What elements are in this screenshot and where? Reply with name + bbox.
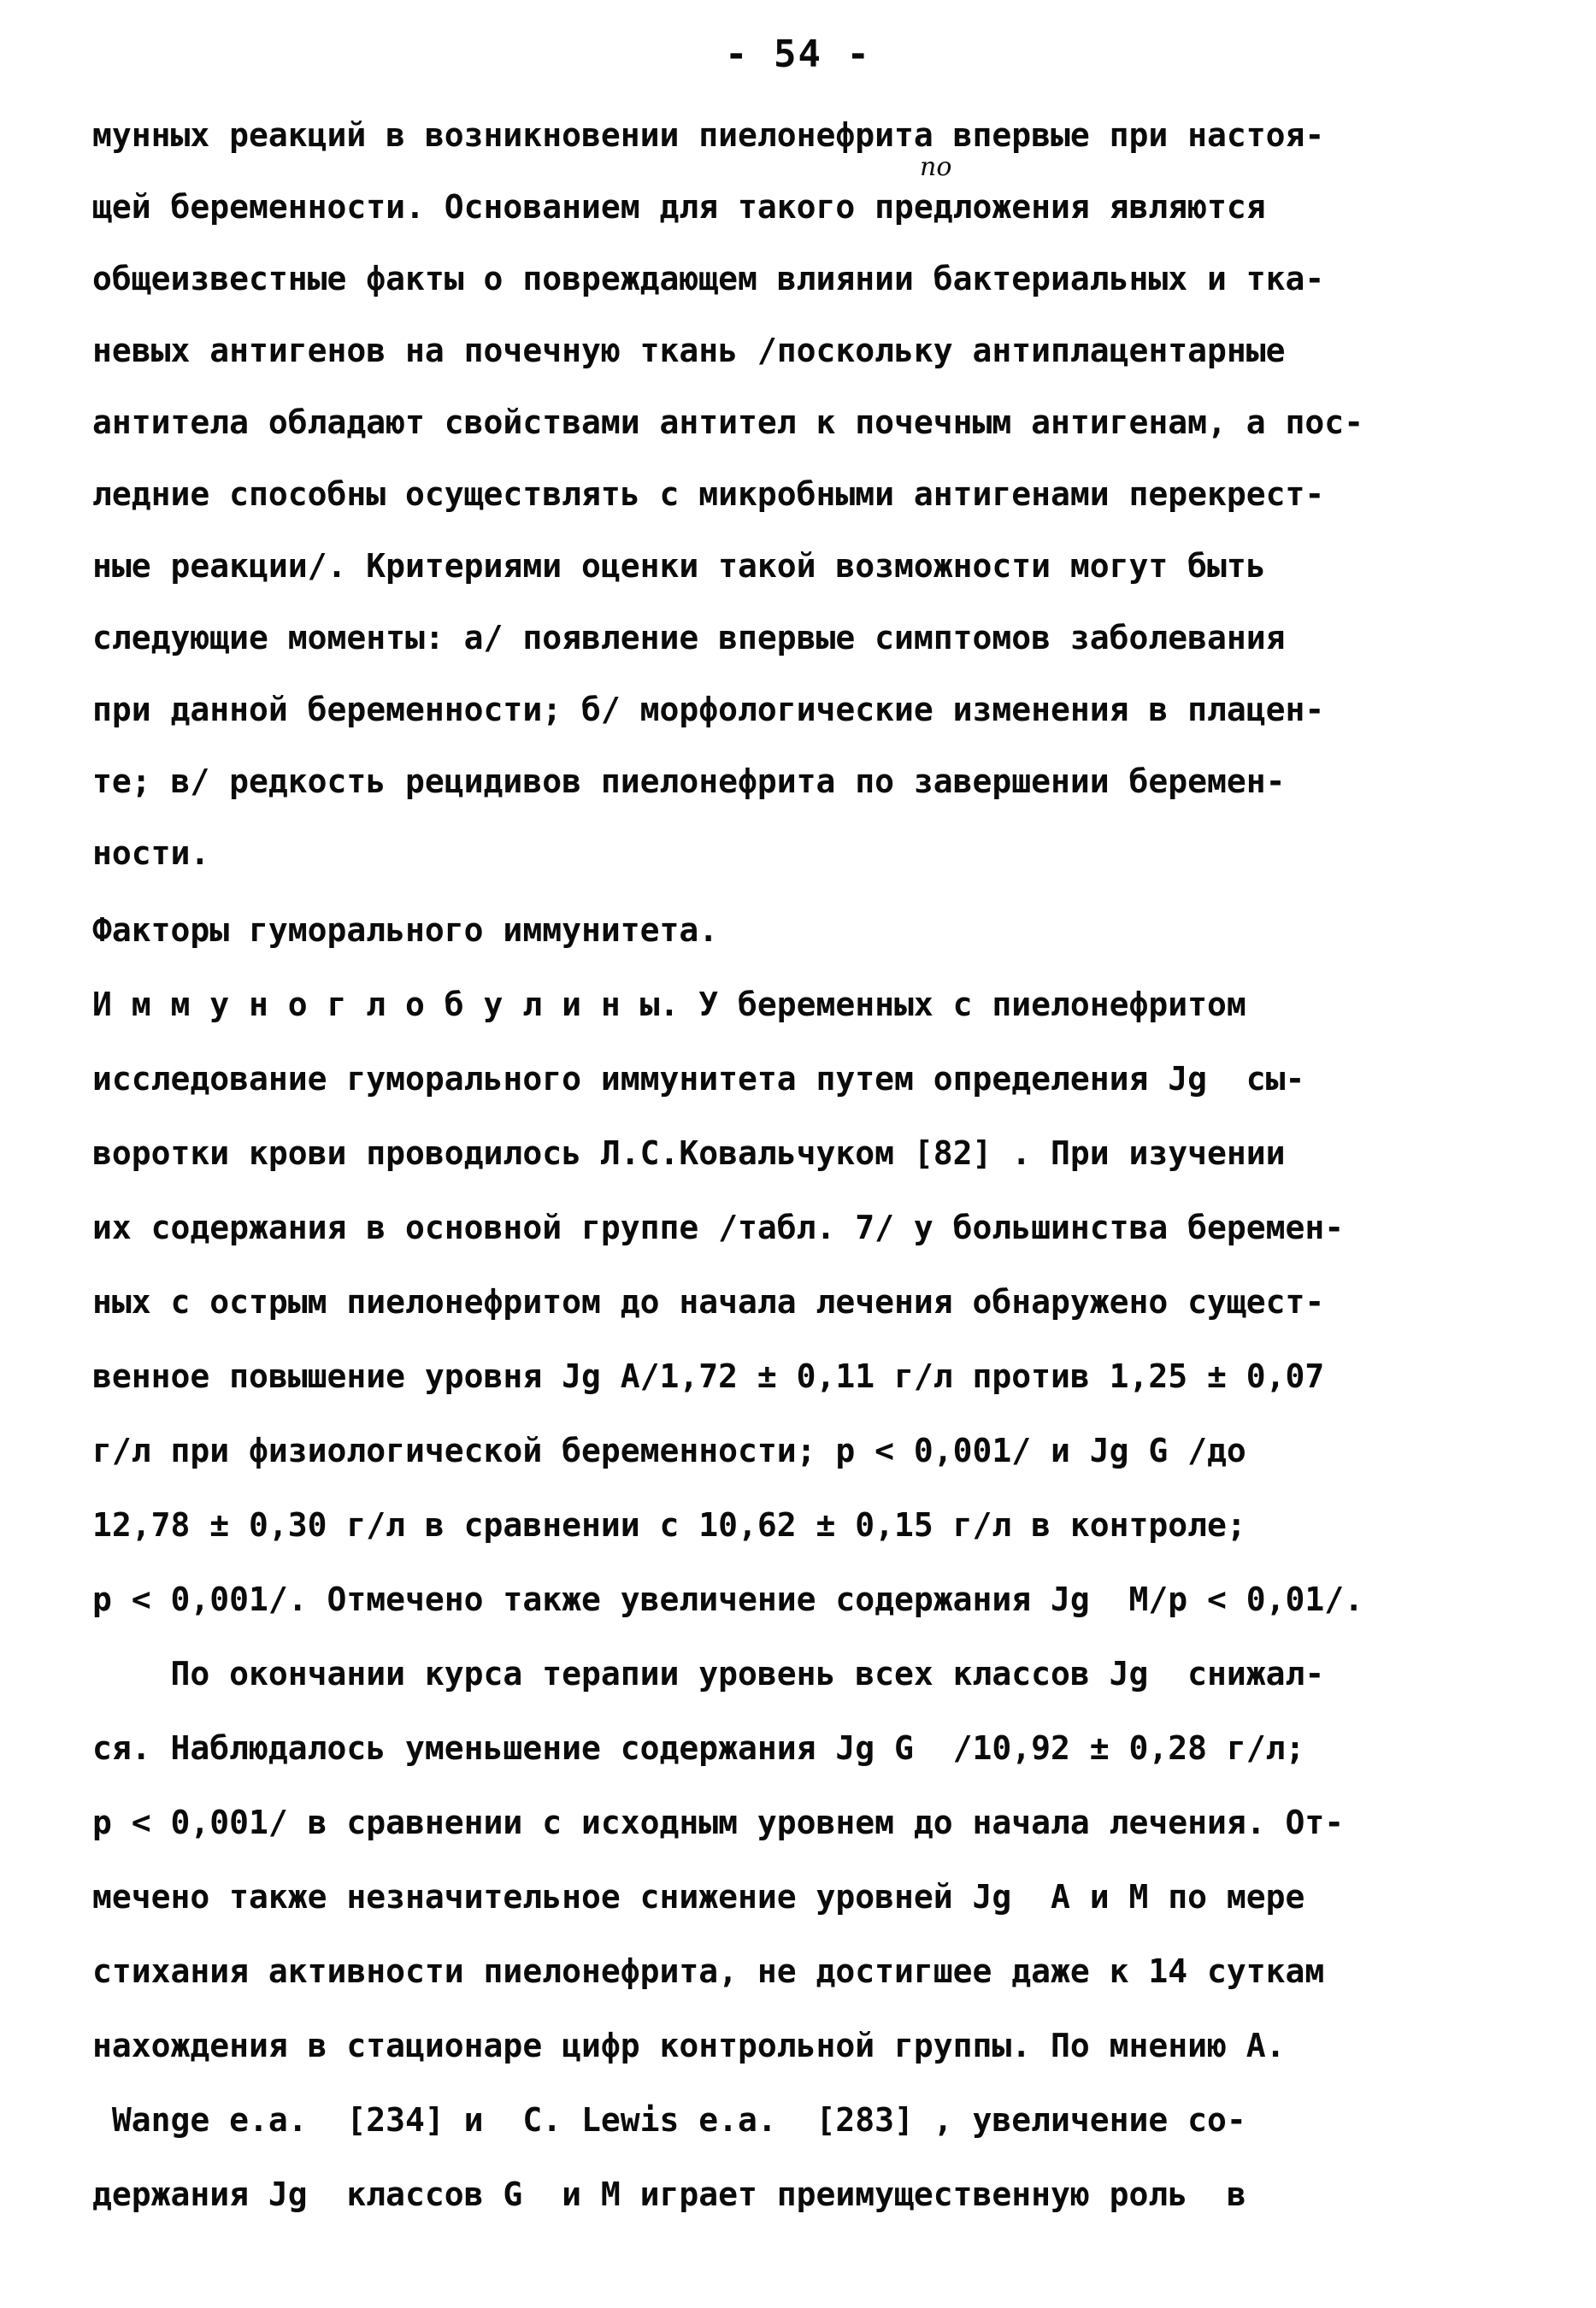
text-line: г/л при физиологической беременности; р < 0,001/ и Jg G /до	[92, 1432, 1246, 1469]
text-line: р < 0,001/ в сравнении с исходным уровнем до начала лечения. От-	[92, 1804, 1345, 1841]
page-number: - 54 -	[725, 32, 871, 76]
section-heading: Факторы гуморального иммунитета.	[92, 911, 719, 949]
text-line: ся. Наблюдалось уменьшение содержания Jg G /10,92 ± 0,28 г/л;	[92, 1729, 1305, 1767]
text-line: ных с острым пиелонефритом до начала лечения обнаружено сущест-	[92, 1283, 1325, 1321]
text-line: их содержания в основной группе /табл. 7/ у большинства беремен-	[92, 1209, 1345, 1246]
text-line: следующие моменты: а/ появление впервые симптомов заболевания	[92, 619, 1286, 656]
text-line: ные реакции/. Критериями оценки такой возможности могут быть	[92, 547, 1266, 585]
text-line: невых антигенов на почечную ткань /поскольку антиплацентарные	[92, 332, 1286, 369]
text-line: нахождения в стационаре цифр контрольной группы. По мнению A.	[92, 2027, 1286, 2064]
text-line: стихания активности пиелонефрита, не достигшее даже к 14 суткам	[92, 1952, 1325, 1990]
text-line: воротки крови проводилось Л.С.Ковальчуком [82] . При изучении	[92, 1134, 1286, 1172]
text-line: По окончании курса терапии уровень всех классов Jg снижал-	[92, 1655, 1325, 1693]
text-line: мечено также незначительное снижение уровней Jg А и М по мере	[92, 1878, 1305, 1916]
text-line: И м м у н о г л о б у л и н ы. У беременных с пиелонефритом	[92, 986, 1246, 1023]
text-line: при данной беременности; б/ морфологические изменения в плацен-	[92, 691, 1325, 728]
text-line: венное повышение уровня Jg А/1,72 ± 0,11 г/л против 1,25 ± 0,07	[92, 1357, 1325, 1395]
text-line: 12,78 ± 0,30 г/л в сравнении с 10,62 ± 0,15 г/л в контроле;	[92, 1506, 1246, 1544]
text-line: р < 0,001/. Отмечено также увеличение содержания Jg М/р < 0,01/.	[92, 1581, 1364, 1618]
text-line: держания Jg классов G и М играет преимущественную роль в	[92, 2176, 1246, 2213]
handwritten-correction: по	[920, 152, 952, 182]
text-line: ности.	[92, 834, 210, 872]
text-line: антитела обладают свойствами антител к почечным антигенам, а пос-	[92, 403, 1364, 441]
text-line: исследование гуморального иммунитета путем определения Jg сы-	[92, 1060, 1305, 1098]
text-line: Wange e.a. [234] и C. Lewis e.a. [283] , увеличение со-	[92, 2101, 1246, 2139]
text-line: общеизвестные факты о повреждающем влиянии бактериальных и тка-	[92, 260, 1325, 297]
text-line: щей беременности. Основанием для такого предложения являются	[92, 188, 1266, 226]
text-line: те; в/ редкость рецидивов пиелонефрита по завершении беремен-	[92, 762, 1286, 800]
text-line: мунных реакций в возникновении пиелонефрита впервые при настоя-	[92, 116, 1325, 154]
text-line: ледние способны осуществлять с микробными антигенами перекрест-	[92, 475, 1325, 513]
